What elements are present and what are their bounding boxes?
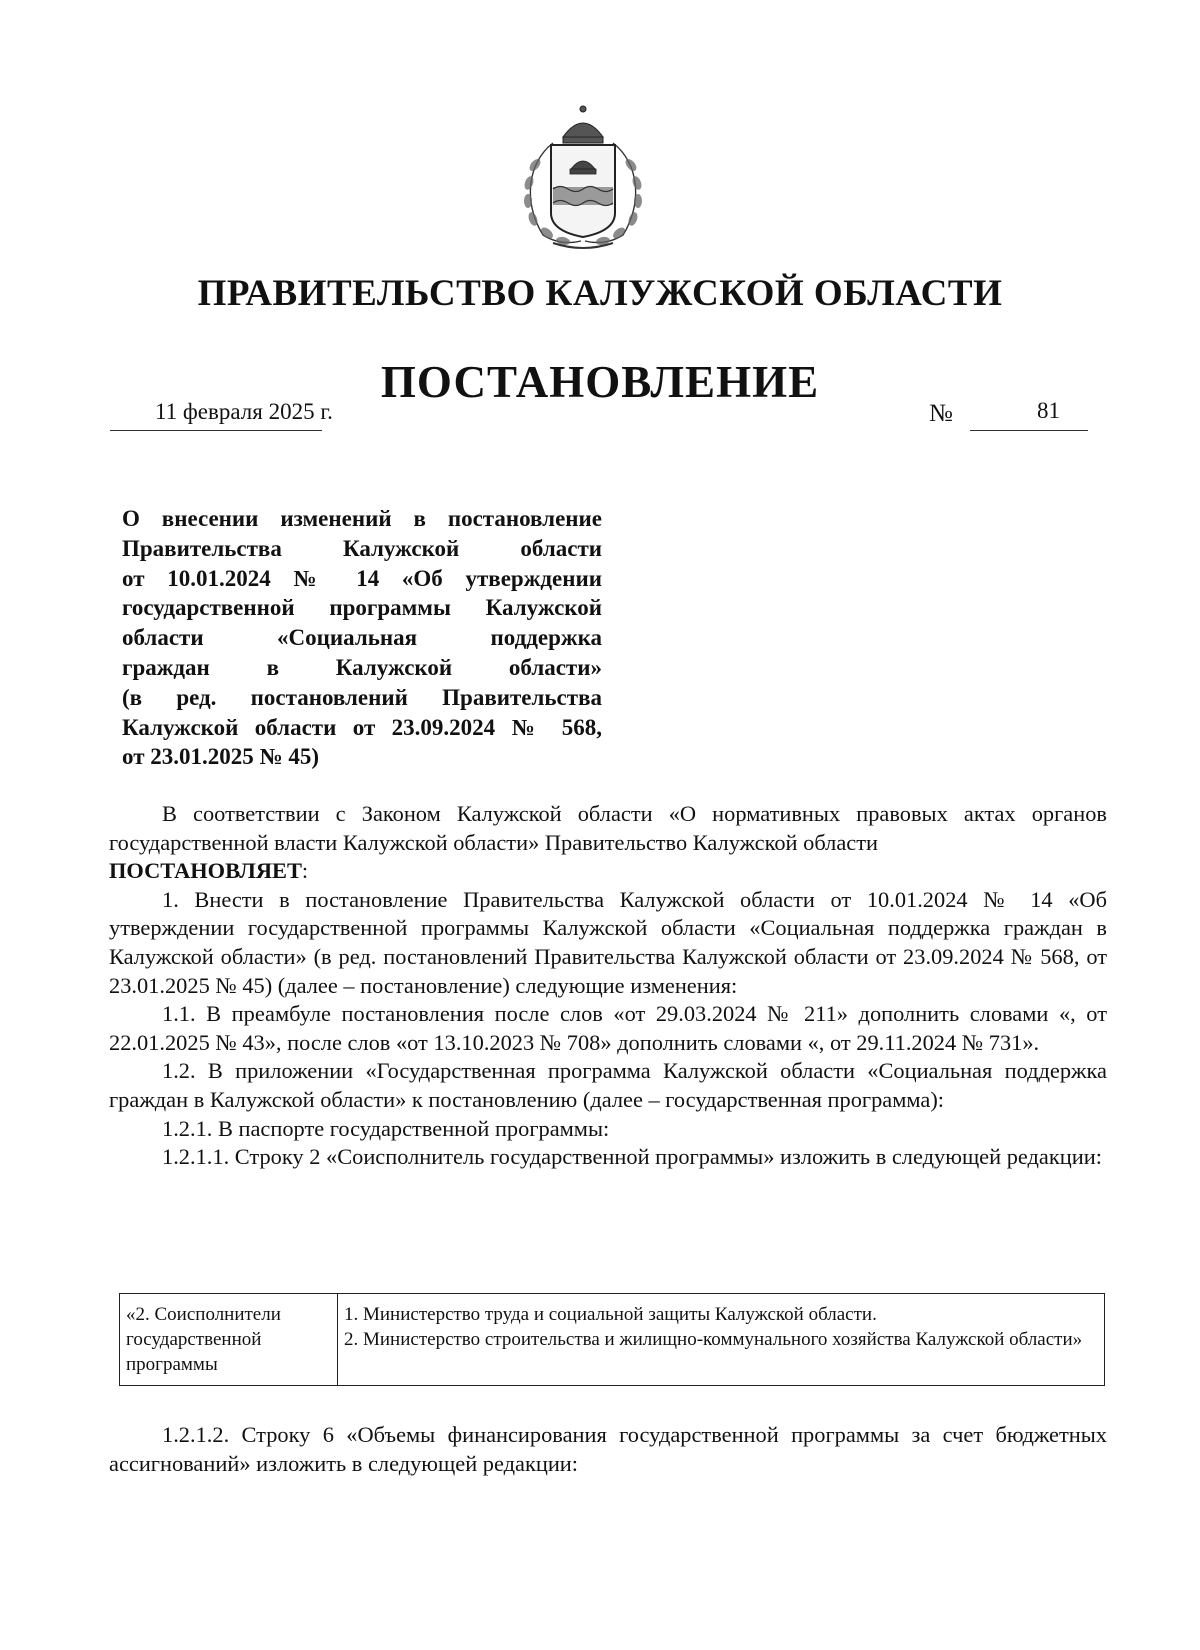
number-sign: № (929, 400, 953, 427)
subject-line: Калужской области от 23.09.2024 № 568, (122, 714, 602, 740)
table-item: 1. Министерство труда и социальной защиты Калужской области. (344, 1304, 877, 1325)
body-paragraph-1-2-1-1: 1.2.1.1. Строку 2 «Соисполнитель государственной программы» изложить в следующей редакции: (162, 1144, 1102, 1170)
coat-of-arms-emblem (513, 103, 653, 253)
body-paragraph-1-2: 1.2. В приложении «Государственная программа Калужской области «Социальная поддержка граждан в Калужской области» к постановлению (далее – государственная программа): (109, 1058, 1107, 1112)
number-underline (970, 430, 1088, 431)
subject-line: О внесении изменений в постановление (122, 506, 602, 531)
body-paragraph-1-1: 1.1. В преамбуле постановления после слов «от 29.03.2024 № 211» дополнить словами «, от 22.01.2025 № 43», после слов «от 13.10.2023 № 708» дополнить словами «, от 29.11.2024 № 731». (109, 1001, 1107, 1055)
document-subject (122, 504, 602, 772)
government-title: ПРАВИТЕЛЬСТВО КАЛУЖСКОЙ ОБЛАСТИ (197, 273, 1003, 314)
document-date: 11 февраля 2025 г. (155, 399, 333, 424)
date-underline (110, 430, 322, 431)
document-body (109, 800, 1107, 1172)
table-label-cell: «2. Соисполнители государственной программы (120, 1294, 338, 1386)
subject-line: от 23.01.2025 № 45) (122, 744, 320, 770)
subject-line: от 10.01.2024 № 14 «Об утверждении (122, 565, 602, 591)
table-row (120, 1294, 1105, 1386)
body-paragraph-intro (109, 800, 1107, 886)
intro-text: В соответствии с Законом Калужской области «О нормативных правовых актах органов государственной власти Калужской области» Правительство Калужской области (109, 801, 1107, 855)
body-paragraph-1-2-1: 1.2.1. В паспорте государственной программы: (162, 1115, 610, 1141)
body-paragraph-1: 1. Внести в постановление Правительства Калужской области от 10.01.2024 № 14 «Об утверждении государственной программы Калужской области «Социальная поддержка граждан в Калужской области» (в ред. постановлений Правительства Калужской области от 23.09.2024 № 568, от 23.01.2025 № 45) (далее – постановление) следующие изменения: (109, 886, 1107, 998)
subject-line: области «Социальная поддержка (122, 625, 602, 651)
resolves-colon: : (301, 858, 309, 884)
co-executors-table (119, 1293, 1105, 1386)
table-items-cell (338, 1294, 1105, 1386)
body-paragraph-1-2-1-2: 1.2.1.2. Строку 6 «Объемы финансирования государственной программы за счет бюджетных ассигнований» изложить в следующей редакции: (109, 1422, 1107, 1476)
document-number: 81 (1037, 398, 1060, 423)
table-item: 2. Министерство строительства и жилищно-коммунального хозяйства Калужской области» (344, 1329, 1083, 1350)
subject-line: (в ред. постановлений Правительства (122, 684, 602, 710)
subject-line: граждан в Калужской области» (122, 654, 602, 680)
resolves-word: ПОСТАНОВЛЯЕТ (109, 858, 302, 884)
subject-line: Правительства Калужской области (122, 535, 602, 561)
subject-line: государственной программы Калужской (122, 595, 602, 621)
document-body-continued (109, 1420, 1107, 1478)
document-type-title: ПОСТАНОВЛЕНИЕ (380, 357, 820, 407)
